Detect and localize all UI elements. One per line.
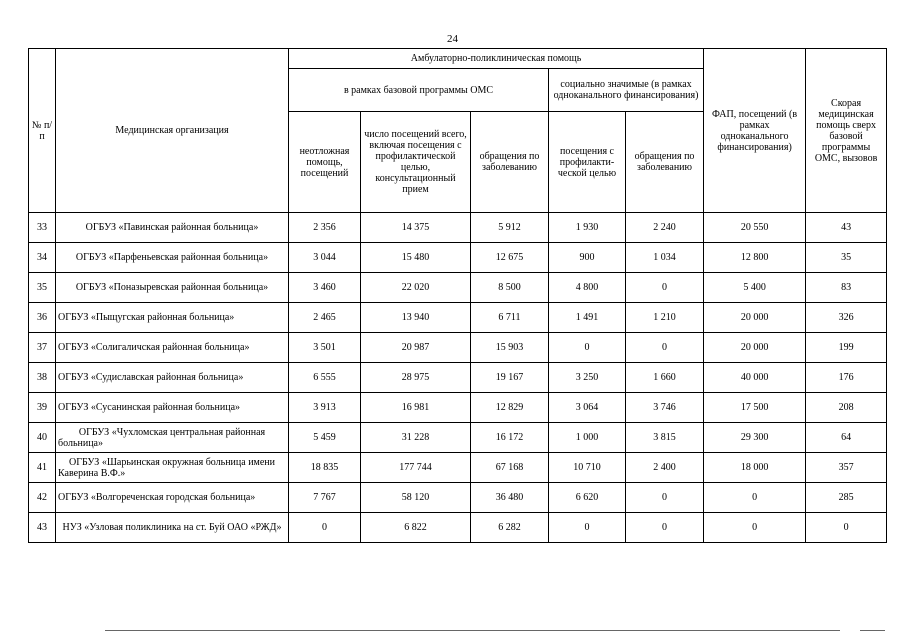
row-ambulance: 285 — [806, 483, 887, 513]
table-row — [29, 243, 887, 273]
row-fap: 5 400 — [704, 273, 806, 303]
row-urgent: 0 — [289, 513, 361, 543]
row-soc-appeals: 2 240 — [626, 213, 704, 243]
row-visits: 31 228 — [361, 423, 471, 453]
header-base-program: в рамках базовой программы ОМС — [289, 69, 549, 112]
row-urgent: 3 460 — [289, 273, 361, 303]
row-organization: ОГБУЗ «Чухломская центральная районная больница» — [56, 423, 289, 453]
header-visits-total: число посещений всего, включая посещения с профилактической целью, консультационный прием — [361, 112, 471, 213]
header-visits-prof: посещения с профилакти-ческой целью — [549, 112, 626, 213]
row-ambulance: 83 — [806, 273, 887, 303]
row-organization: ОГБУЗ «Солигаличская районная больница» — [56, 333, 289, 363]
row-urgent: 5 459 — [289, 423, 361, 453]
row-fap: 0 — [704, 483, 806, 513]
row-fap: 20 000 — [704, 303, 806, 333]
row-appeals: 5 912 — [471, 213, 549, 243]
row-prof: 6 620 — [549, 483, 626, 513]
row-appeals: 16 172 — [471, 423, 549, 453]
row-urgent: 3 501 — [289, 333, 361, 363]
row-prof: 1 000 — [549, 423, 626, 453]
row-num: 41 — [29, 453, 56, 483]
row-soc-appeals: 0 — [626, 513, 704, 543]
row-appeals: 12 675 — [471, 243, 549, 273]
table-row — [29, 273, 887, 303]
row-soc-appeals: 1 034 — [626, 243, 704, 273]
row-visits: 22 020 — [361, 273, 471, 303]
row-num: 43 — [29, 513, 56, 543]
row-urgent: 7 767 — [289, 483, 361, 513]
table-row — [29, 513, 887, 543]
row-visits: 13 940 — [361, 303, 471, 333]
row-appeals: 19 167 — [471, 363, 549, 393]
row-num: 42 — [29, 483, 56, 513]
footer-divider — [105, 630, 840, 631]
row-soc-appeals: 1 210 — [626, 303, 704, 333]
row-soc-appeals: 3 815 — [626, 423, 704, 453]
table-row — [29, 333, 887, 363]
row-prof: 0 — [549, 513, 626, 543]
row-num: 36 — [29, 303, 56, 333]
row-organization: НУЗ «Узловая поликлиника на ст. Буй ОАО «РЖД» — [56, 513, 289, 543]
row-appeals: 15 903 — [471, 333, 549, 363]
row-prof: 4 800 — [549, 273, 626, 303]
header-urgent: неотложная помощь, посещений — [289, 112, 361, 213]
medical-organizations-table — [28, 48, 887, 543]
row-fap: 0 — [704, 513, 806, 543]
row-visits: 6 822 — [361, 513, 471, 543]
row-ambulance: 326 — [806, 303, 887, 333]
table-row — [29, 423, 887, 453]
row-num: 37 — [29, 333, 56, 363]
header-appeals-base: обращения по заболеванию — [471, 112, 549, 213]
row-ambulance: 0 — [806, 513, 887, 543]
row-appeals: 8 500 — [471, 273, 549, 303]
row-organization: ОГБУЗ «Поназыревская районная больница» — [56, 273, 289, 303]
row-prof: 1 930 — [549, 213, 626, 243]
row-visits: 58 120 — [361, 483, 471, 513]
row-soc-appeals: 0 — [626, 333, 704, 363]
row-urgent: 2 356 — [289, 213, 361, 243]
row-appeals: 6 282 — [471, 513, 549, 543]
row-ambulance: 208 — [806, 393, 887, 423]
row-prof: 3 064 — [549, 393, 626, 423]
row-organization: ОГБУЗ «Судиславская районная больница» — [56, 363, 289, 393]
row-ambulance: 357 — [806, 453, 887, 483]
row-fap: 20 000 — [704, 333, 806, 363]
row-soc-appeals: 3 746 — [626, 393, 704, 423]
header-fap: ФАП, посещений (в рамках одноканального финансирования) — [704, 49, 806, 213]
row-urgent: 3 913 — [289, 393, 361, 423]
row-num: 33 — [29, 213, 56, 243]
row-num: 40 — [29, 423, 56, 453]
row-num: 35 — [29, 273, 56, 303]
row-urgent: 6 555 — [289, 363, 361, 393]
row-visits: 14 375 — [361, 213, 471, 243]
row-organization: ОГБУЗ «Павинская районная больница» — [56, 213, 289, 243]
row-num: 34 — [29, 243, 56, 273]
row-soc-appeals: 2 400 — [626, 453, 704, 483]
row-organization: ОГБУЗ «Парфеньевская районная больница» — [56, 243, 289, 273]
row-prof: 10 710 — [549, 453, 626, 483]
row-appeals: 12 829 — [471, 393, 549, 423]
table-row — [29, 483, 887, 513]
row-organization: ОГБУЗ «Сусанинская районная больница» — [56, 393, 289, 423]
header-appeals-soc: обращения по заболеванию — [626, 112, 704, 213]
row-ambulance: 43 — [806, 213, 887, 243]
header-ambulatory: Амбулаторно-поликлиническая помощь — [289, 49, 704, 69]
row-fap: 18 000 — [704, 453, 806, 483]
row-visits: 28 975 — [361, 363, 471, 393]
table-row — [29, 303, 887, 333]
table-row — [29, 453, 887, 483]
row-organization: ОГБУЗ «Шарьинская окружная больница имени Каверина В.Ф.» — [56, 453, 289, 483]
table-row — [29, 213, 887, 243]
row-appeals: 36 480 — [471, 483, 549, 513]
row-organization: ОГБУЗ «Волгореченская городская больница» — [56, 483, 289, 513]
row-ambulance: 64 — [806, 423, 887, 453]
row-prof: 900 — [549, 243, 626, 273]
footer-divider-right — [860, 630, 885, 631]
row-prof: 3 250 — [549, 363, 626, 393]
row-ambulance: 35 — [806, 243, 887, 273]
row-appeals: 67 168 — [471, 453, 549, 483]
row-fap: 29 300 — [704, 423, 806, 453]
row-ambulance: 176 — [806, 363, 887, 393]
row-urgent: 18 835 — [289, 453, 361, 483]
page-number: 24 — [447, 33, 458, 45]
row-visits: 20 987 — [361, 333, 471, 363]
row-soc-appeals: 0 — [626, 483, 704, 513]
row-urgent: 3 044 — [289, 243, 361, 273]
row-prof: 0 — [549, 333, 626, 363]
row-prof: 1 491 — [549, 303, 626, 333]
row-visits: 177 744 — [361, 453, 471, 483]
row-visits: 15 480 — [361, 243, 471, 273]
header-organization: Медицинская организация — [56, 49, 289, 213]
row-fap: 12 800 — [704, 243, 806, 273]
row-soc-appeals: 1 660 — [626, 363, 704, 393]
row-num: 39 — [29, 393, 56, 423]
row-num: 38 — [29, 363, 56, 393]
row-organization: ОГБУЗ «Пыщугская районная больница» — [56, 303, 289, 333]
row-fap: 40 000 — [704, 363, 806, 393]
table-row — [29, 393, 887, 423]
header-ambulance: Скорая медицинская помощь сверх базовой программы ОМС, вызовов — [806, 49, 887, 213]
row-ambulance: 199 — [806, 333, 887, 363]
row-appeals: 6 711 — [471, 303, 549, 333]
row-visits: 16 981 — [361, 393, 471, 423]
row-urgent: 2 465 — [289, 303, 361, 333]
header-num: № п/п — [29, 49, 56, 213]
row-fap: 20 550 — [704, 213, 806, 243]
header-socially-significant: социально значимые (в рамках одноканального финансирования) — [549, 69, 704, 112]
table-row — [29, 363, 887, 393]
row-fap: 17 500 — [704, 393, 806, 423]
row-soc-appeals: 0 — [626, 273, 704, 303]
